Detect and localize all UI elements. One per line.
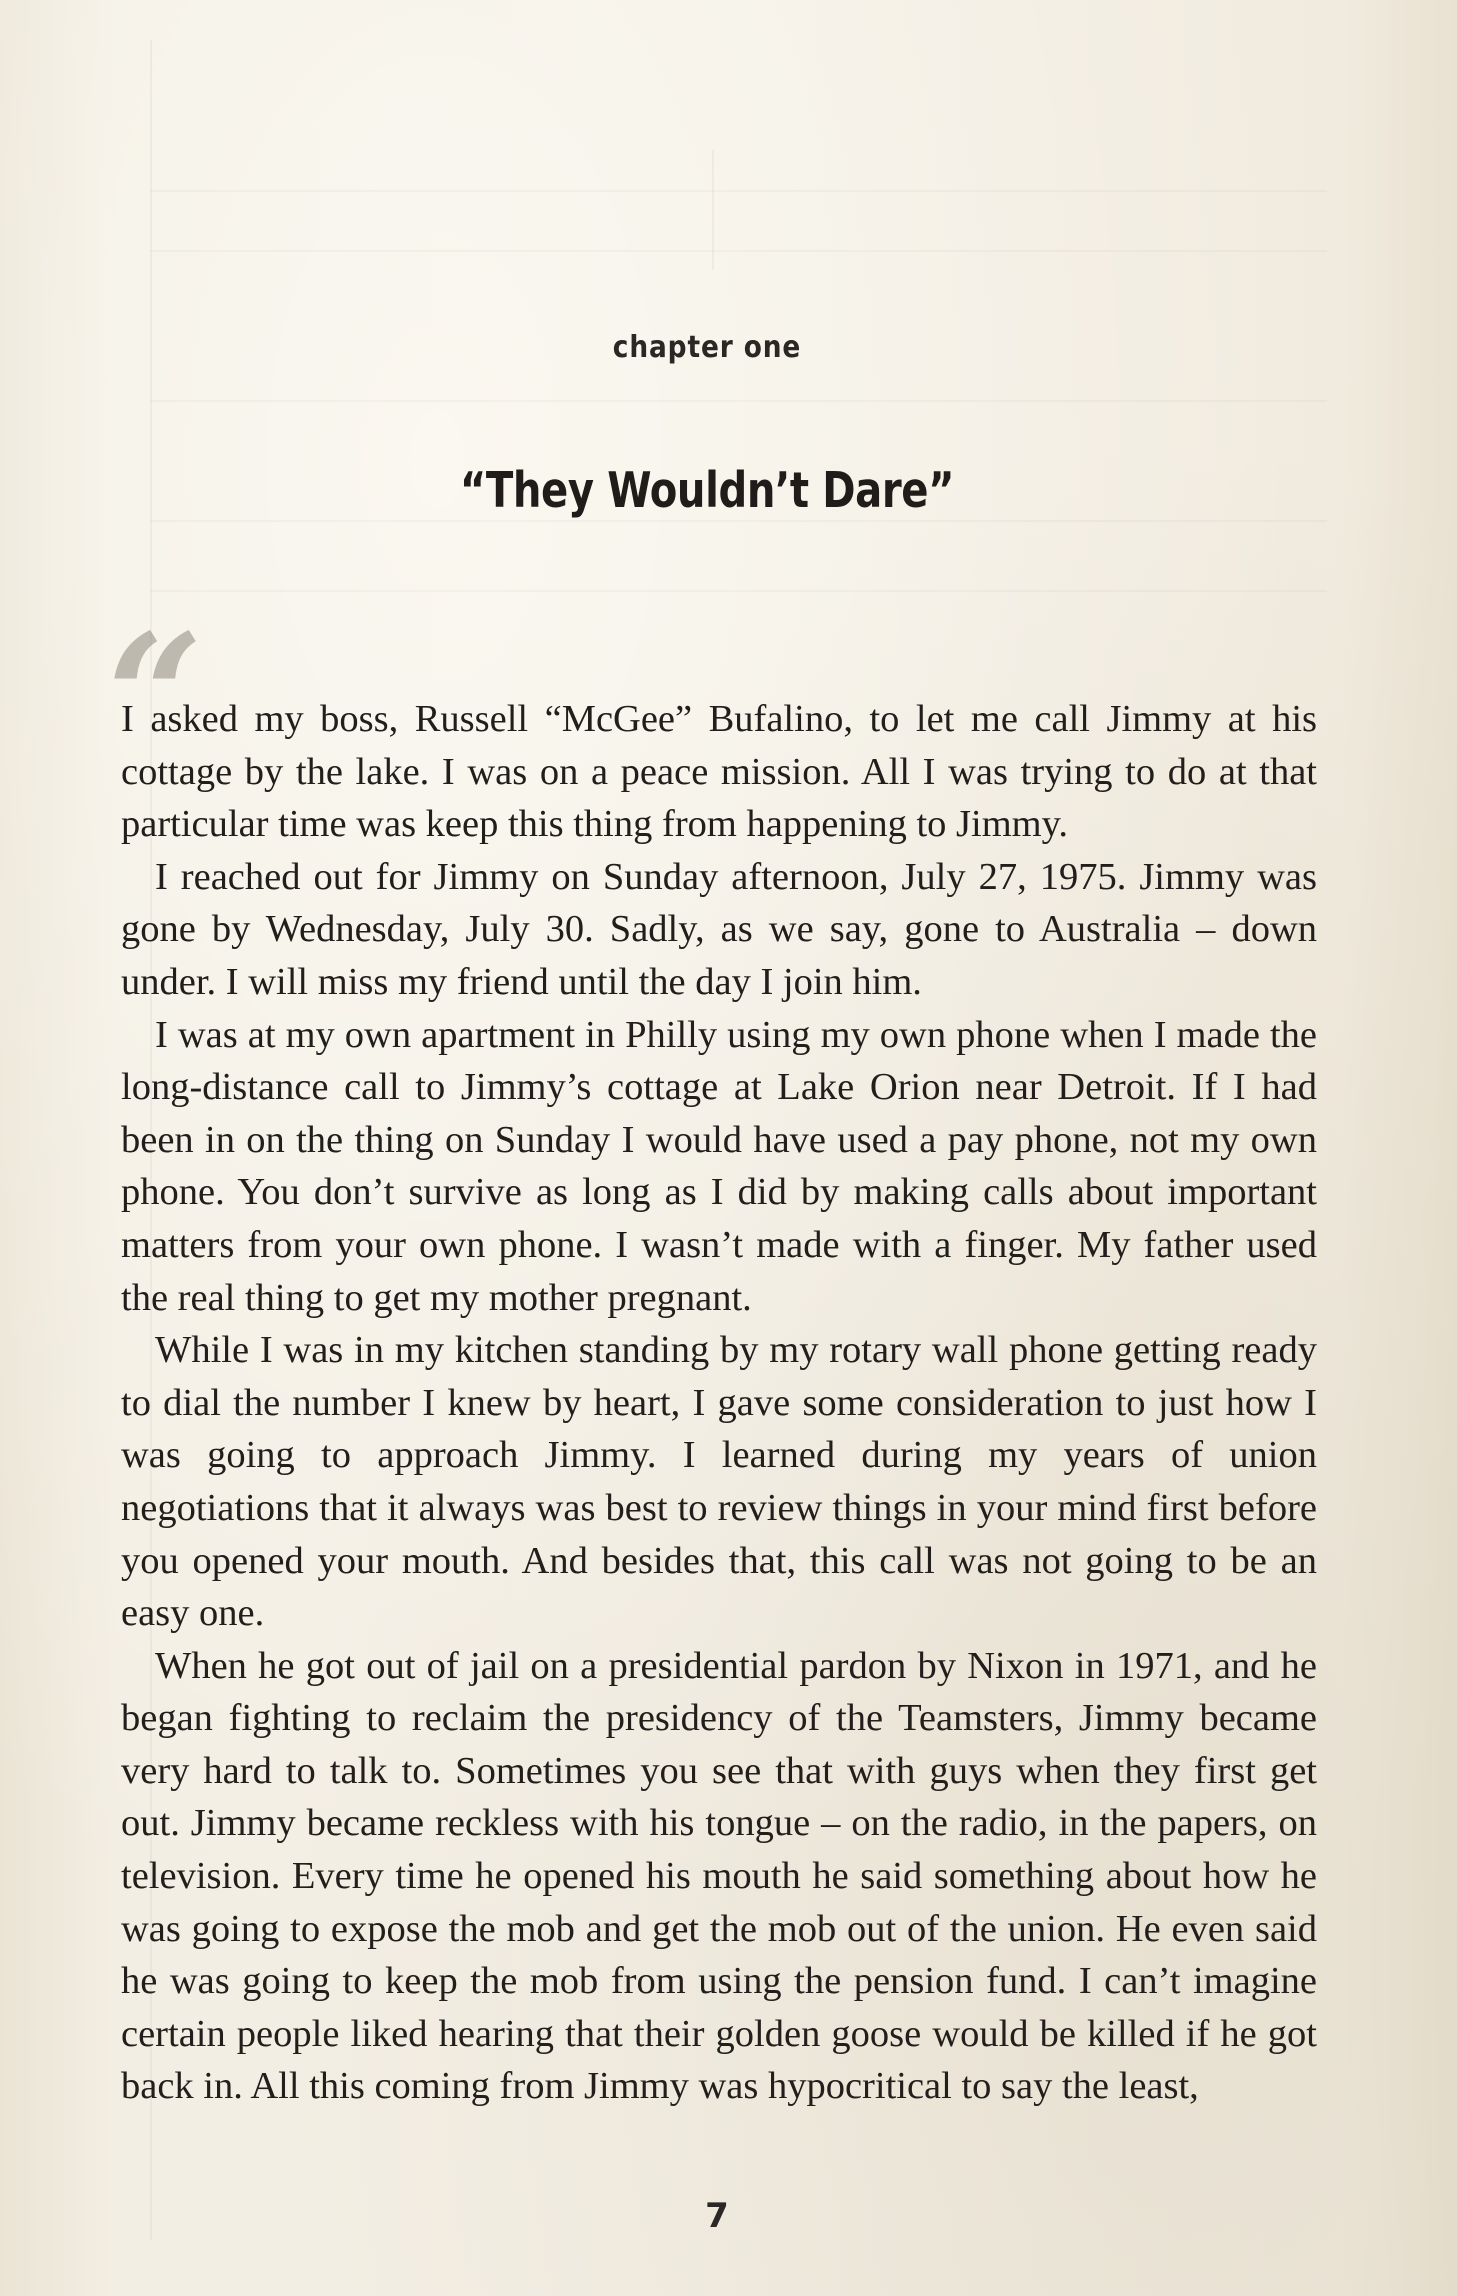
page-number: 7 [705,2196,729,2236]
paragraph: When he got out of jail on a presidential pardon by Nixon in 1971, and he began fighting to reclaim the presidency of the Teamsters, Jimmy became very hard to talk to. Sometimes you see that with guys when they first get out. Jimmy became reckless with his tongue – on the radio, in the papers, on television. Every time he opened his mouth he said something about how he was going to expose the mob and get the mob out of the union. He even said he was going to keep the mob from using the pension fund. I can’t imagine certain people liked hearing that their golden goose would be killed if he got back in. All this coming from Jimmy was hypocritical to say the least, [121,1644,1317,2108]
bleed-through-line [150,190,1327,192]
decorative-quote-mark: “ [85,597,212,797]
bleed-through-line [150,250,1327,252]
paragraph: I reached out for Jimmy on Sunday afternoon, July 27, 1975. Jimmy was gone by Wednesday, July 30. Sadly, as we say, gone to Australia – down under. I will miss my friend until the day I join him. [121,855,1317,1003]
body-text [121,693,1317,2113]
chapter-label: chapter one [612,330,802,365]
chapter-title: “They Wouldn’t Dare” [459,462,955,519]
bleed-through-line [150,520,1327,522]
paragraph: I asked my boss, Russell “McGee” Bufalino, to let me call Jimmy at his cottage by the lake. I was on a peace mission. All I was trying to do at that particular time was keep this thing from happening to Jimmy. [121,698,1317,846]
paragraph: I was at my own apartment in Philly using my own phone when I made the long-distance call to Jimmy’s cottage at Lake Orion near Detroit. If I had been in on the thing on Sunday I would have used a pay phone, not my own phone. You don’t survive as long as I did by making calls about important matters from your own phone. I wasn’t made with a finger. My father used the real thing to get my mother pregnant. [121,1013,1317,1319]
bleed-through-line [150,400,1327,402]
bleed-through-rule [712,150,714,270]
paragraph: While I was in my kitchen standing by my rotary wall phone getting ready to dial the number I knew by heart, I gave some consideration to just how I was going to approach Jimmy. I learned during my years of union negotiations that it always was best to review things in your mind first before you opened your mouth. And besides that, this call was not going to be an easy one. [121,1329,1317,1635]
bleed-through-line [150,590,1327,592]
